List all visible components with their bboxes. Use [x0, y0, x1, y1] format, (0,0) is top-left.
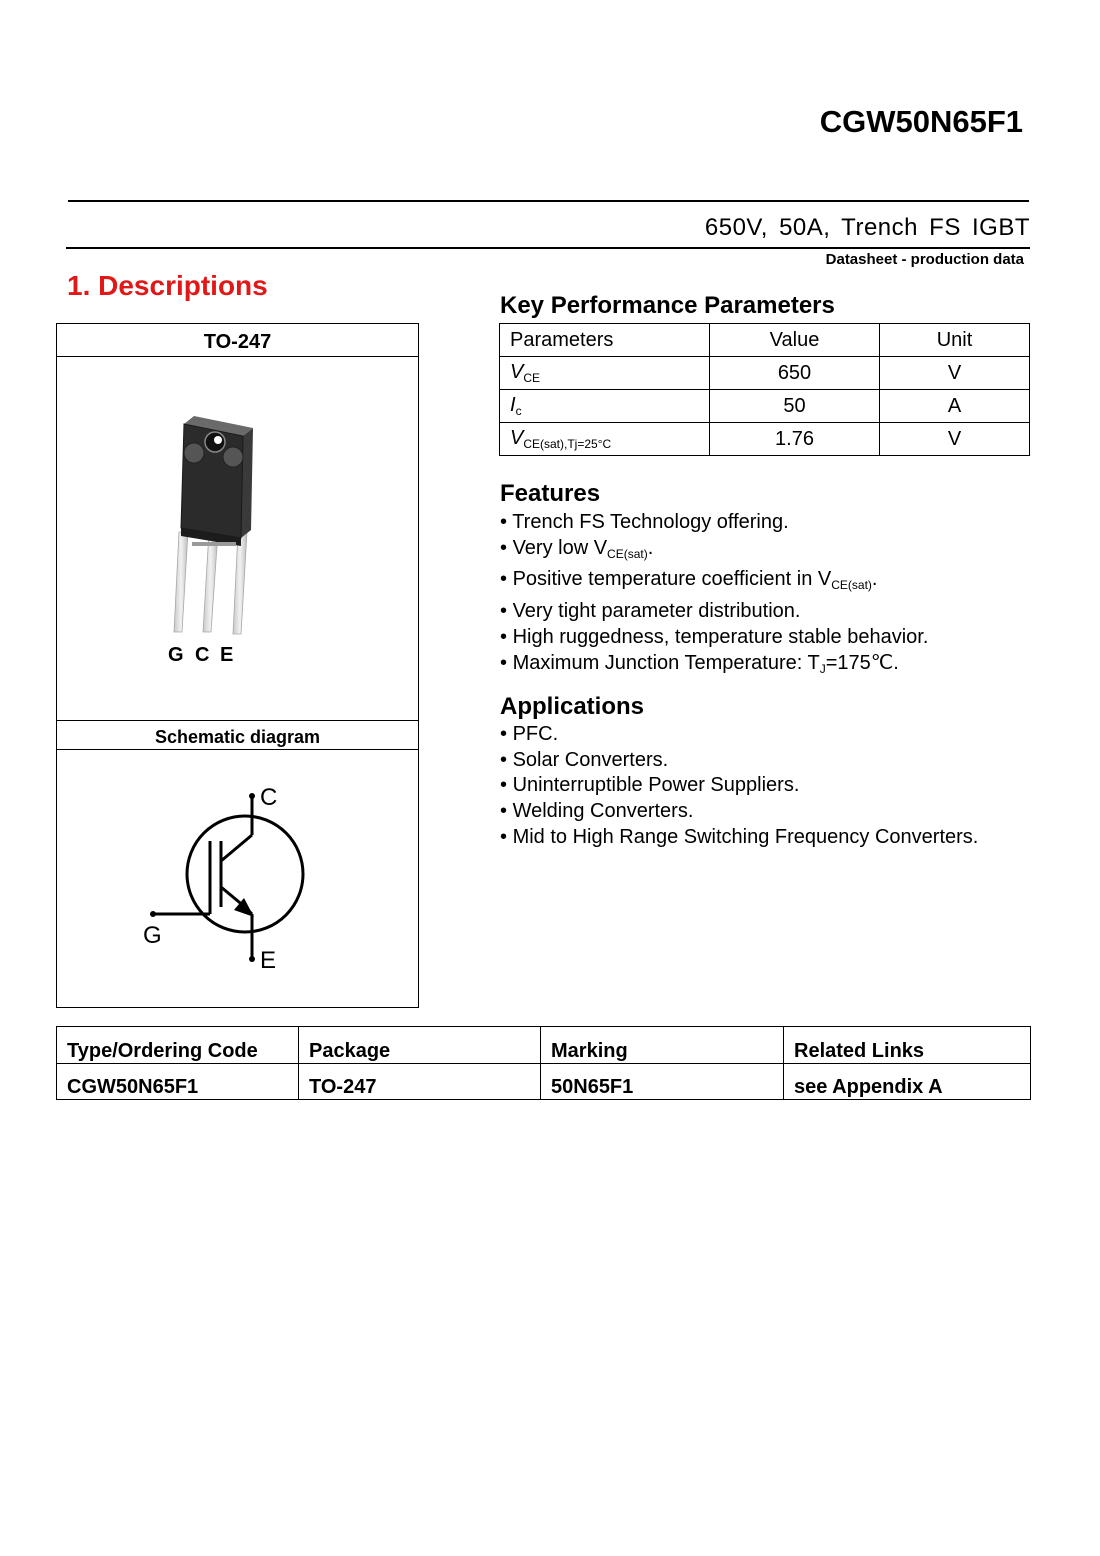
list-item: • Positive temperature coefficient in $V_{CE(sat)}$.	[500, 567, 928, 599]
kpp-unit-cell: V	[880, 357, 1030, 390]
kpp-param-cell: $I_c$	[500, 390, 710, 423]
kpp-param-cell: $V_{CE(sat),Tj=25^\circ C}$	[500, 423, 710, 456]
schematic-pin-e: E	[260, 947, 277, 974]
pin-label-emitter: E	[220, 644, 234, 666]
kpp-header-unit: Unit	[880, 324, 1030, 357]
key-params-table	[499, 323, 1030, 456]
schematic-label: Schematic diagram	[57, 720, 418, 750]
table-row	[500, 357, 1030, 390]
device-subtitle: 650V, 50A, Trench FS IGBT	[704, 214, 1030, 241]
list-item: • Trench FS Technology offering.	[500, 510, 928, 536]
part-number: CGW50N65F1	[819, 104, 1023, 139]
features-list	[500, 510, 928, 682]
igbt-schematic-symbol	[137, 779, 337, 979]
list-item: • Maximum Junction Temperature: $T_J=175℃$.	[500, 651, 928, 683]
ordering-header-package: Package	[299, 1027, 541, 1064]
section-title-descriptions: 1. Descriptions	[67, 270, 268, 301]
table-row	[57, 1027, 1031, 1064]
applications-list	[500, 722, 978, 851]
schematic-pin-g: G	[143, 922, 162, 949]
table-row	[500, 390, 1030, 423]
table-row	[500, 324, 1030, 357]
pin-label-collector: C	[195, 644, 210, 666]
kpp-value-cell: 650	[710, 357, 880, 390]
kpp-param-cell: $V_{CE}$	[500, 357, 710, 390]
ordering-header-links: Related Links	[784, 1027, 1031, 1064]
list-item: • Very tight parameter distribution.	[500, 599, 928, 625]
list-item: • Welding Converters.	[500, 799, 978, 825]
package-label: TO-247	[57, 324, 418, 357]
kpp-unit-cell: V	[880, 423, 1030, 456]
ordering-marking: 50N65F1	[541, 1064, 784, 1100]
key-params-title: Key Performance Parameters	[500, 292, 835, 319]
list-item: • Uninterruptible Power Suppliers.	[500, 773, 978, 799]
to247-package-image	[157, 414, 357, 644]
ordering-related-link[interactable]: see Appendix A	[784, 1064, 1031, 1100]
ordering-package: TO-247	[299, 1064, 541, 1100]
pin-label-gate: G	[168, 644, 184, 666]
ordering-table	[56, 1026, 1031, 1100]
kpp-header-parameters: Parameters	[500, 324, 710, 357]
table-row	[500, 423, 1030, 456]
ordering-header-code: Type/Ordering Code	[57, 1027, 299, 1064]
ordering-header-marking: Marking	[541, 1027, 784, 1064]
kpp-unit-cell: A	[880, 390, 1030, 423]
header-rule-bottom	[66, 247, 1030, 249]
header-rule-top	[68, 200, 1029, 202]
list-item: • High ruggedness, temperature stable behavior.	[500, 625, 928, 651]
schematic-pin-c: C	[260, 784, 278, 811]
list-item: • PFC.	[500, 722, 978, 748]
kpp-value-cell: 1.76	[710, 423, 880, 456]
applications-title: Applications	[500, 693, 645, 720]
list-item: • Very low $V_{CE(sat)}$.	[500, 536, 928, 568]
ordering-code: CGW50N65F1	[57, 1064, 299, 1100]
list-item: • Solar Converters.	[500, 748, 978, 774]
datasheet-type: Datasheet - production data	[825, 251, 1024, 268]
kpp-value-cell: 50	[710, 390, 880, 423]
table-row	[57, 1064, 1031, 1100]
list-item: • Mid to High Range Switching Frequency Converters.	[500, 825, 978, 851]
features-title: Features	[500, 480, 601, 507]
package-box	[56, 323, 419, 1008]
kpp-header-value: Value	[710, 324, 880, 357]
